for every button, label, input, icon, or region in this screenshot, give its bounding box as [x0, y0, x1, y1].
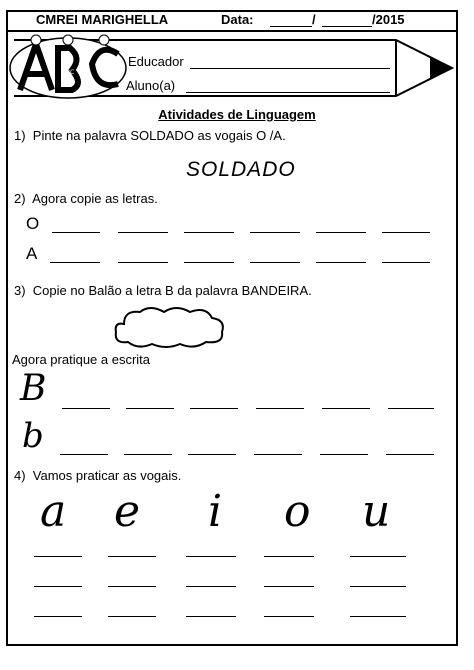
- practice-blank[interactable]: [190, 408, 238, 409]
- word-soldado[interactable]: SOLDADO: [186, 158, 296, 181]
- cursive-vowel-e: e: [114, 486, 141, 537]
- practice-blank[interactable]: [126, 408, 174, 409]
- question-1: [14, 128, 286, 143]
- cursive-vowel-u: u: [362, 486, 391, 537]
- cursive-vowel-i: i: [208, 486, 223, 537]
- date-month-blank[interactable]: [322, 26, 372, 27]
- cloud-balloon-icon[interactable]: [110, 302, 230, 352]
- practice-blank[interactable]: [34, 616, 82, 617]
- copy-blank[interactable]: [382, 262, 430, 263]
- abc-logo-icon: [10, 35, 126, 98]
- practice-blank[interactable]: [34, 586, 82, 587]
- practice-blank[interactable]: [320, 454, 368, 455]
- question-number: 3): [14, 283, 26, 298]
- practice-blank[interactable]: [350, 586, 406, 587]
- practice-blank[interactable]: [256, 408, 304, 409]
- student-field[interactable]: [186, 92, 390, 93]
- date-separator: /: [312, 12, 316, 27]
- question-text: Agora copie as letras.: [32, 191, 158, 206]
- school-name: CMREI MARIGHELLA: [36, 12, 169, 27]
- practice-blank[interactable]: [34, 556, 82, 557]
- date-year: /2015: [372, 12, 405, 27]
- copy-blank[interactable]: [250, 262, 300, 263]
- section-title: Atividades de Linguagem: [158, 107, 316, 122]
- practice-writing-label: Agora pratique a escrita: [12, 352, 151, 367]
- letter-o: O: [26, 214, 40, 233]
- practice-blank[interactable]: [264, 616, 314, 617]
- question-number: 2): [14, 191, 26, 206]
- practice-blank[interactable]: [186, 556, 236, 557]
- practice-blank[interactable]: [108, 616, 156, 617]
- practice-blank[interactable]: [108, 586, 156, 587]
- practice-blank[interactable]: [186, 616, 236, 617]
- copy-blank[interactable]: [316, 232, 366, 233]
- practice-blank[interactable]: [188, 454, 236, 455]
- cursive-letter-b-lower: b: [22, 416, 44, 456]
- student-label: Aluno(a): [126, 78, 176, 93]
- practice-blank[interactable]: [254, 454, 302, 455]
- logo-text: ABC: [61, 69, 75, 76]
- practice-blank[interactable]: [186, 586, 236, 587]
- educator-label: Educador: [128, 54, 184, 69]
- letter-a: A: [26, 244, 38, 263]
- question-text: Copie no Balão a letra B da palavra BANDEIRA.: [32, 283, 312, 298]
- copy-blank[interactable]: [118, 262, 168, 263]
- copy-blank[interactable]: [184, 262, 234, 263]
- cursive-letter-b-upper: B: [20, 368, 47, 409]
- copy-blank[interactable]: [52, 232, 100, 233]
- question-3: [14, 283, 312, 298]
- question-2: [14, 191, 158, 206]
- copy-blank[interactable]: [382, 232, 430, 233]
- date-label: Data:: [221, 12, 254, 27]
- question-text: Vamos praticar as vogais.: [32, 468, 182, 483]
- practice-blank[interactable]: [350, 616, 406, 617]
- question-4: [14, 468, 181, 483]
- practice-blank[interactable]: [350, 556, 406, 557]
- question-number: 1): [14, 128, 26, 143]
- date-day-blank[interactable]: [270, 26, 312, 27]
- educator-field[interactable]: [190, 68, 390, 69]
- question-text: Pinte na palavra SOLDADO as vogais O /A.: [32, 128, 286, 143]
- practice-blank[interactable]: [62, 408, 110, 409]
- question-number: 4): [14, 468, 26, 483]
- copy-blank[interactable]: [184, 232, 234, 233]
- copy-blank[interactable]: [250, 232, 300, 233]
- page-border: [6, 10, 458, 646]
- practice-blank[interactable]: [108, 556, 156, 557]
- cursive-vowel-a: a: [40, 486, 67, 537]
- practice-blank[interactable]: [60, 454, 108, 455]
- copy-blank[interactable]: [50, 262, 100, 263]
- cursive-vowel-o: o: [284, 486, 311, 537]
- practice-blank[interactable]: [264, 556, 314, 557]
- copy-blank[interactable]: [316, 262, 366, 263]
- practice-blank[interactable]: [124, 454, 172, 455]
- practice-blank[interactable]: [322, 408, 370, 409]
- practice-blank[interactable]: [388, 408, 434, 409]
- practice-blank[interactable]: [264, 586, 314, 587]
- copy-blank[interactable]: [118, 232, 168, 233]
- practice-blank[interactable]: [386, 454, 434, 455]
